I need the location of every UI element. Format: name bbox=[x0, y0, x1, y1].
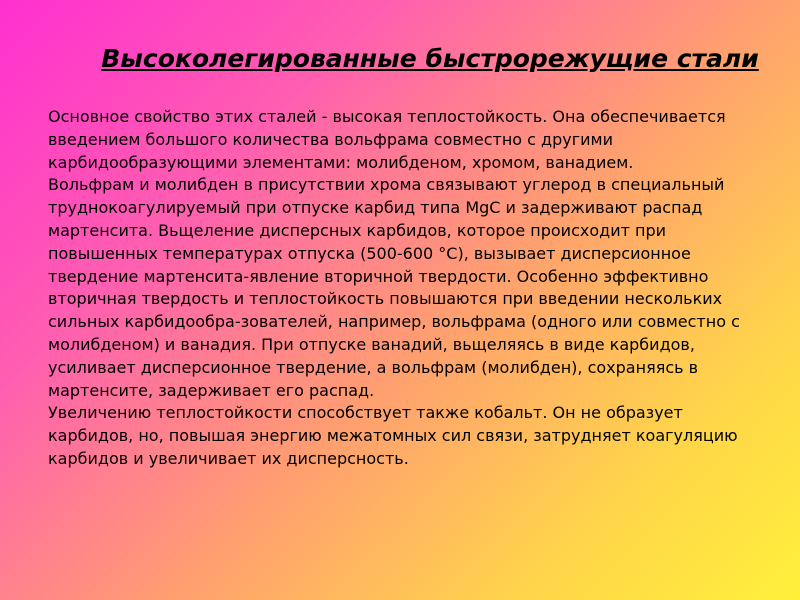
paragraph-cobalt: Увеличению теплостойкости способствует также кобальт. Он не образует карбидов, но, повышая энергию межатомных сил связи, затрудняет коагуляцию карбидов и увеличивает их дисперсность. bbox=[48, 403, 738, 468]
slide-body bbox=[48, 106, 763, 471]
slide-title: Высоколегированные быстрорежущие стали bbox=[101, 44, 759, 73]
paragraph-tungsten-molybdenum: Вольфрам и молибден в присутствии хрома связывают углерод в специальный труднокоагулируемый при отпуске карбид типа MgC и задерживают распад мартенсита. Вьщеление дисперсных карбидов, которое происходит при повышенных температурах отпуска (500-600 °С), вызывает дисперсионное твердение мартенсита-явление вторичной твердости. Особенно эффективно вторичная твердость и теплостойкость повышаются при введении нескольких сильных карбидообра-зователей, например, вольфрама (одного или совместно с молибденом) и ванадия. При отпуске ванадий, вьщеляясь в виде карбидов, усиливает дисперсионное твердение, а вольфрам (молибден), сохраняясь в мартенсите, задерживает его распад. bbox=[48, 175, 740, 400]
paragraph-main-property: Основное свойство этих сталей - высокая теплостойкость. Она обеспечивается введением большого количества вольфрама совместно с другими карбидообразующими элементами: молибденом, хромом, ванадием. bbox=[48, 107, 726, 172]
